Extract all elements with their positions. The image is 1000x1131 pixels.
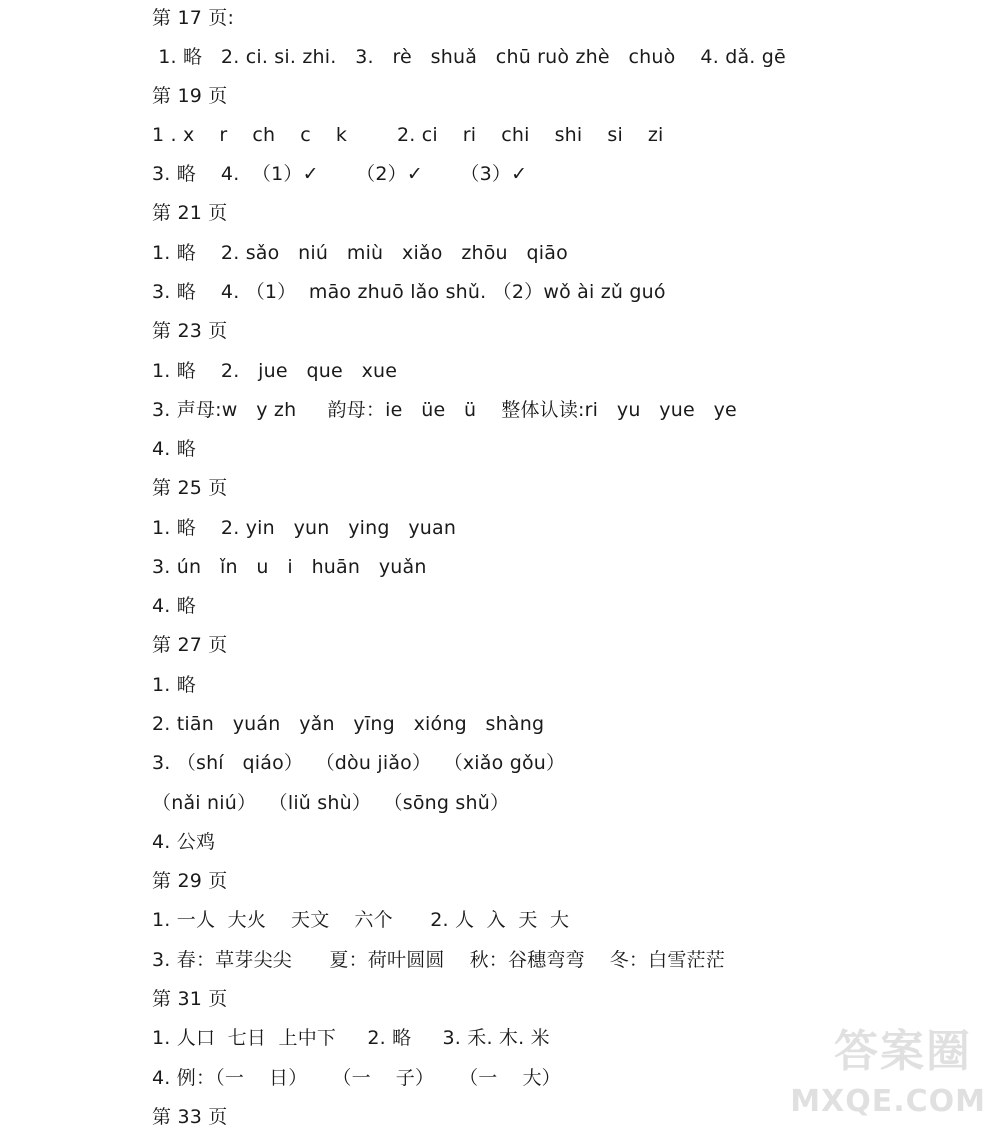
answer-line: 4. 略 (152, 595, 196, 617)
page-heading-17: 第 17 页: (152, 7, 235, 29)
page-heading-27: 第 27 页 (152, 634, 228, 656)
answer-line: 3. 略 4. （1） māo zhuō lǎo shǔ. （2）wǒ ài zǔ guó (152, 281, 666, 303)
page-heading-33: 第 33 页 (152, 1106, 228, 1128)
answer-line: （nǎi niú） （liǔ shù） （sōng shǔ） (152, 792, 510, 814)
page-heading-29: 第 29 页 (152, 870, 228, 892)
answer-line: 4. 略 (152, 438, 196, 460)
page-heading-19: 第 19 页 (152, 85, 228, 107)
answer-line: 1. 略 2. yin yun ying yuan (152, 517, 457, 539)
answer-line: 3. （shí qiáo） （dòu jiǎo） （xiǎo gǒu） (152, 752, 566, 774)
answer-line: 1. 略 2. sǎo niú miù xiǎo zhōu qiāo (152, 242, 568, 264)
answer-line: 3. ún ǐn u i huān yuǎn (152, 556, 427, 578)
page-heading-23: 第 23 页 (152, 320, 228, 342)
answer-line: 2. tiān yuán yǎn yīng xióng shàng (152, 713, 545, 735)
answer-line: 3. 声母:w y zh 韵母：ie üe ü 整体认读:ri yu yue ye (152, 399, 737, 421)
answer-line: 4. 公鸡 (152, 831, 216, 853)
page-heading-31: 第 31 页 (152, 988, 228, 1010)
answer-line: 1. 一人 大火 天文 六个 2. 人 入 天 大 (152, 909, 570, 931)
site-watermark (792, 1015, 992, 1125)
answer-line: 3. 略 4. （1）✓ （2）✓ （3）✓ (152, 163, 528, 185)
page-heading-21: 第 21 页 (152, 202, 228, 224)
answer-line: 1. 人口 七日 上中下 2. 略 3. 禾. 木. 米 (152, 1027, 550, 1049)
answer-line: 1. 略 (152, 674, 196, 696)
watermark-logo-text: 答案圈 (834, 1026, 972, 1077)
watermark-domain: MXQE.COM (790, 1084, 986, 1119)
answer-line: 3. 春：草芽尖尖 夏：荷叶圆圆 秋：谷穗弯弯 冬：白雪茫茫 (152, 949, 725, 971)
page-heading-25: 第 25 页 (152, 477, 228, 499)
answer-line: 1. 略 2. jue que xue (152, 360, 398, 382)
answer-line: 1 . x r ch c k 2. ci ri chi shi si zi (152, 124, 664, 146)
answer-line: 4. 例：（一 日） （一 子） （一 大） (152, 1067, 561, 1089)
answer-line: 1. 略 2. ci. si. zhi. 3. rè shuǎ chū ruò zhè chuò 4. dǎ. gē (152, 46, 786, 68)
